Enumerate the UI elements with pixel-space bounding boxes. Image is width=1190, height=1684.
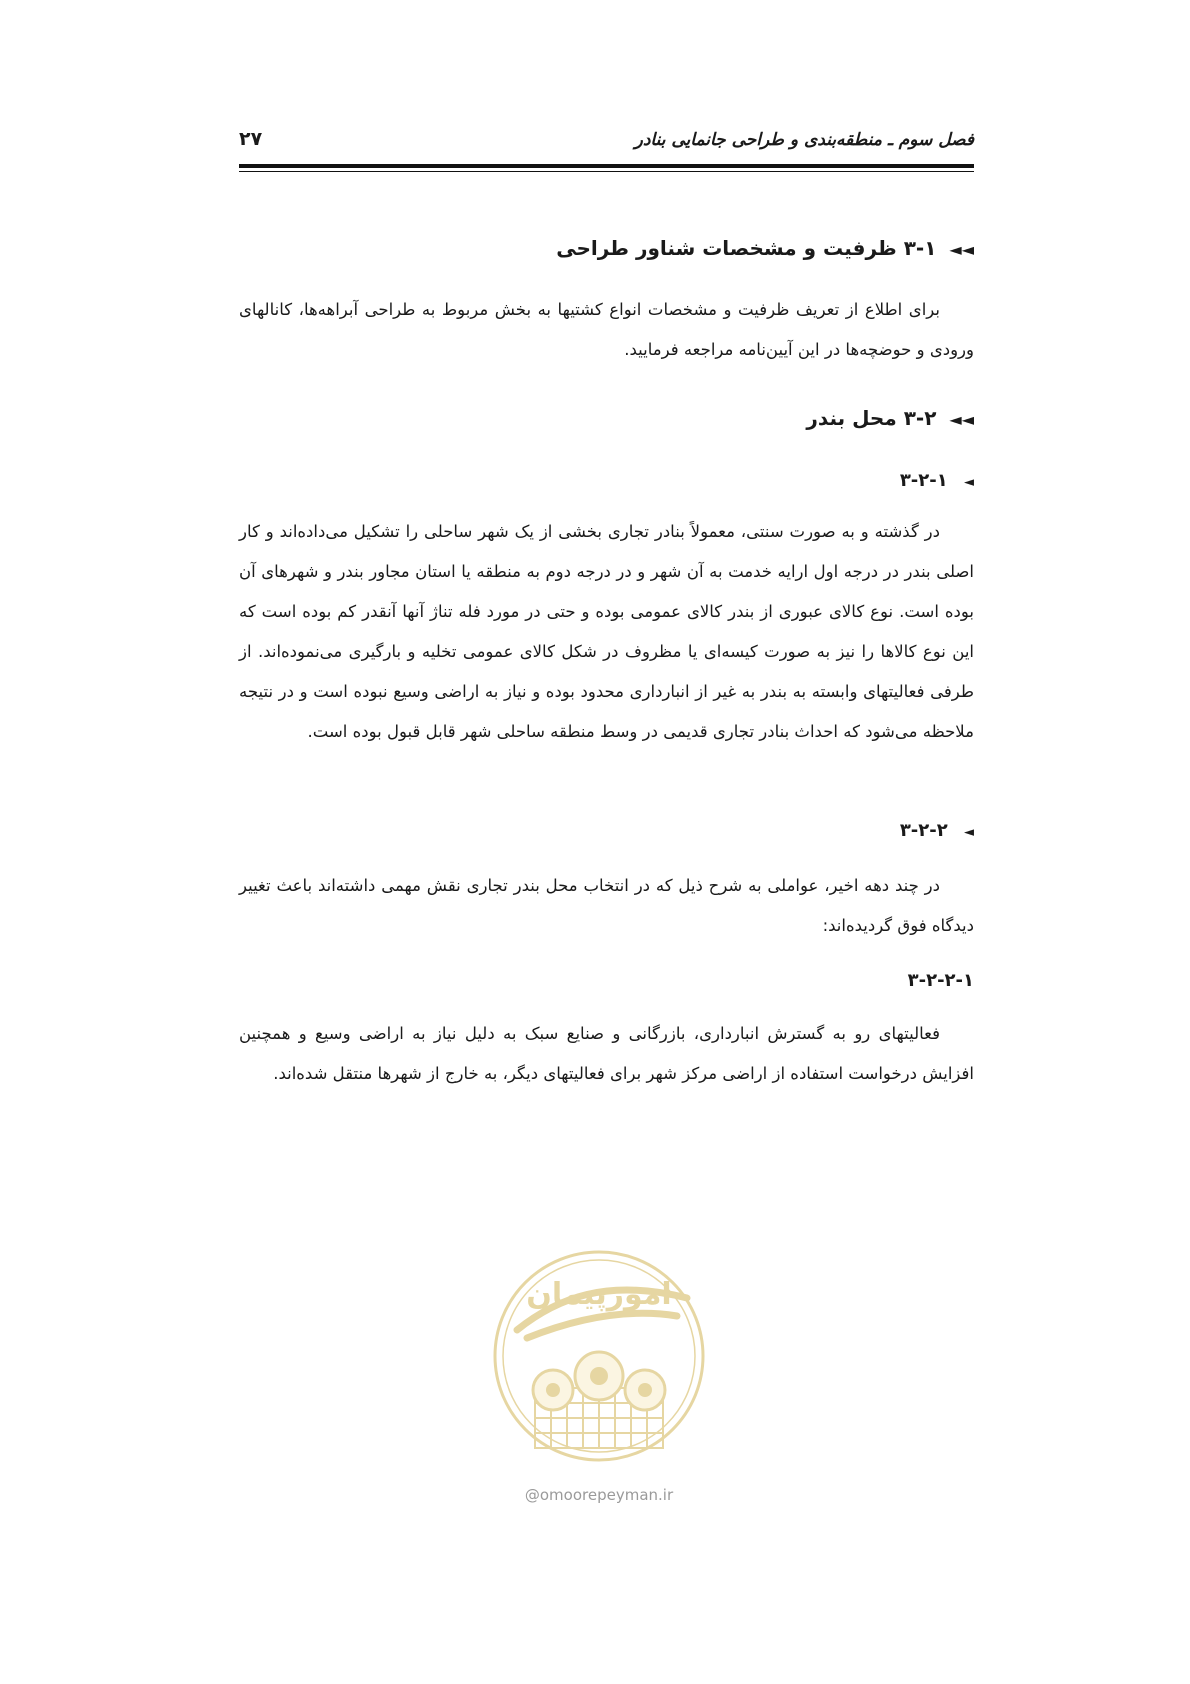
section-heading-3-1	[556, 236, 974, 260]
watermark-logo-text: امورپیمان	[526, 1277, 672, 1312]
subsubsection-paragraph-3-2-2-1: فعالیتهای رو به گسترش انبارداری، بازرگانی و صنایع سبک به دلیل نیاز به اراضی وسیع و همچنین افزایش درخواست استفاده از اراضی مرکز شهر برای فعالیتهای دیگر، به خارج از شهرها منتقل شده‌اند.	[239, 1024, 974, 1083]
section-title: ۳-۲ محل بندر	[806, 406, 937, 430]
subsection-number: ۳-۲-۲	[899, 820, 948, 841]
chapter-title: فصل سوم ـ منطقه‌بندی و طراحی جانمایی بنادر	[634, 130, 974, 150]
double-arrow-icon: ◄◄	[949, 240, 974, 259]
page-number: ۲۷	[239, 128, 263, 150]
subsection-heading-3-2-2	[900, 820, 974, 841]
arrow-icon: ◄	[964, 825, 974, 840]
subsection-number: ۳-۲-۱	[899, 470, 948, 491]
subsubsection-heading-3-2-2-1: ۳-۲-۲-۱	[907, 970, 974, 991]
arrow-icon: ◄	[964, 475, 974, 490]
double-arrow-icon: ◄◄	[949, 410, 974, 429]
running-header	[239, 122, 974, 158]
subsection-paragraph-3-2-2: در چند دهه اخیر، عواملی به شرح ذیل که در انتخاب محل بندر تجاری نقش مهمی داشته‌اند باعث تغییر دیدگاه فوق گردیده‌اند:	[239, 876, 974, 935]
watermark-logo	[487, 1238, 711, 1478]
subsection-heading-3-2-1	[900, 470, 974, 491]
watermark-url	[487, 1486, 711, 1504]
section-heading-3-2	[806, 406, 974, 430]
header-rule-thick	[239, 164, 974, 168]
at-icon: @	[524, 1486, 540, 1504]
section-title: ۳-۱ ظرفیت و مشخصات شناور طراحی	[556, 236, 937, 260]
section-paragraph-3-1: برای اطلاع از تعریف ظرفیت و مشخصات انواع کشتیها به بخش مربوط به طراحی آبراهه‌ها، کانالهای ورودی و حوضچه‌ها در این آیین‌نامه مراجعه فرمایید.	[239, 300, 974, 359]
header-rule-thin	[239, 171, 974, 172]
watermark-url-text: omoorepeyman.ir	[539, 1486, 674, 1504]
subsection-paragraph-3-2-1: در گذشته و به صورت سنتی، معمولاً بنادر تجاری بخشی از یک شهر ساحلی را تشکیل می‌داده‌اند و کار اصلی بندر در درجه اول ارایه خدمت به آن شهر و در درجه دوم به منطقه یا استان مجاور بندر و شهرهای آن بوده است. نوع کالای عبوری از بندر کالای عمومی بوده و حتی در مورد فله تناژ آنها آنقدر کم بوده است که این نوع کالاها را نیز به صورت کیسه‌ای یا مظروف در شکل کالای عمومی تخلیه و بارگیری می‌نموده‌اند. از طرفی فعالیتهای وابسته به بندر به غیر از انبارداری محدود بوده و نیاز به اراضی وسیع نبوده است و در نتیجه ملاحظه می‌شود که احداث بنادر تجاری قدیمی در وسط منطقه ساحلی شهر قابل قبول بوده است.	[239, 522, 974, 741]
